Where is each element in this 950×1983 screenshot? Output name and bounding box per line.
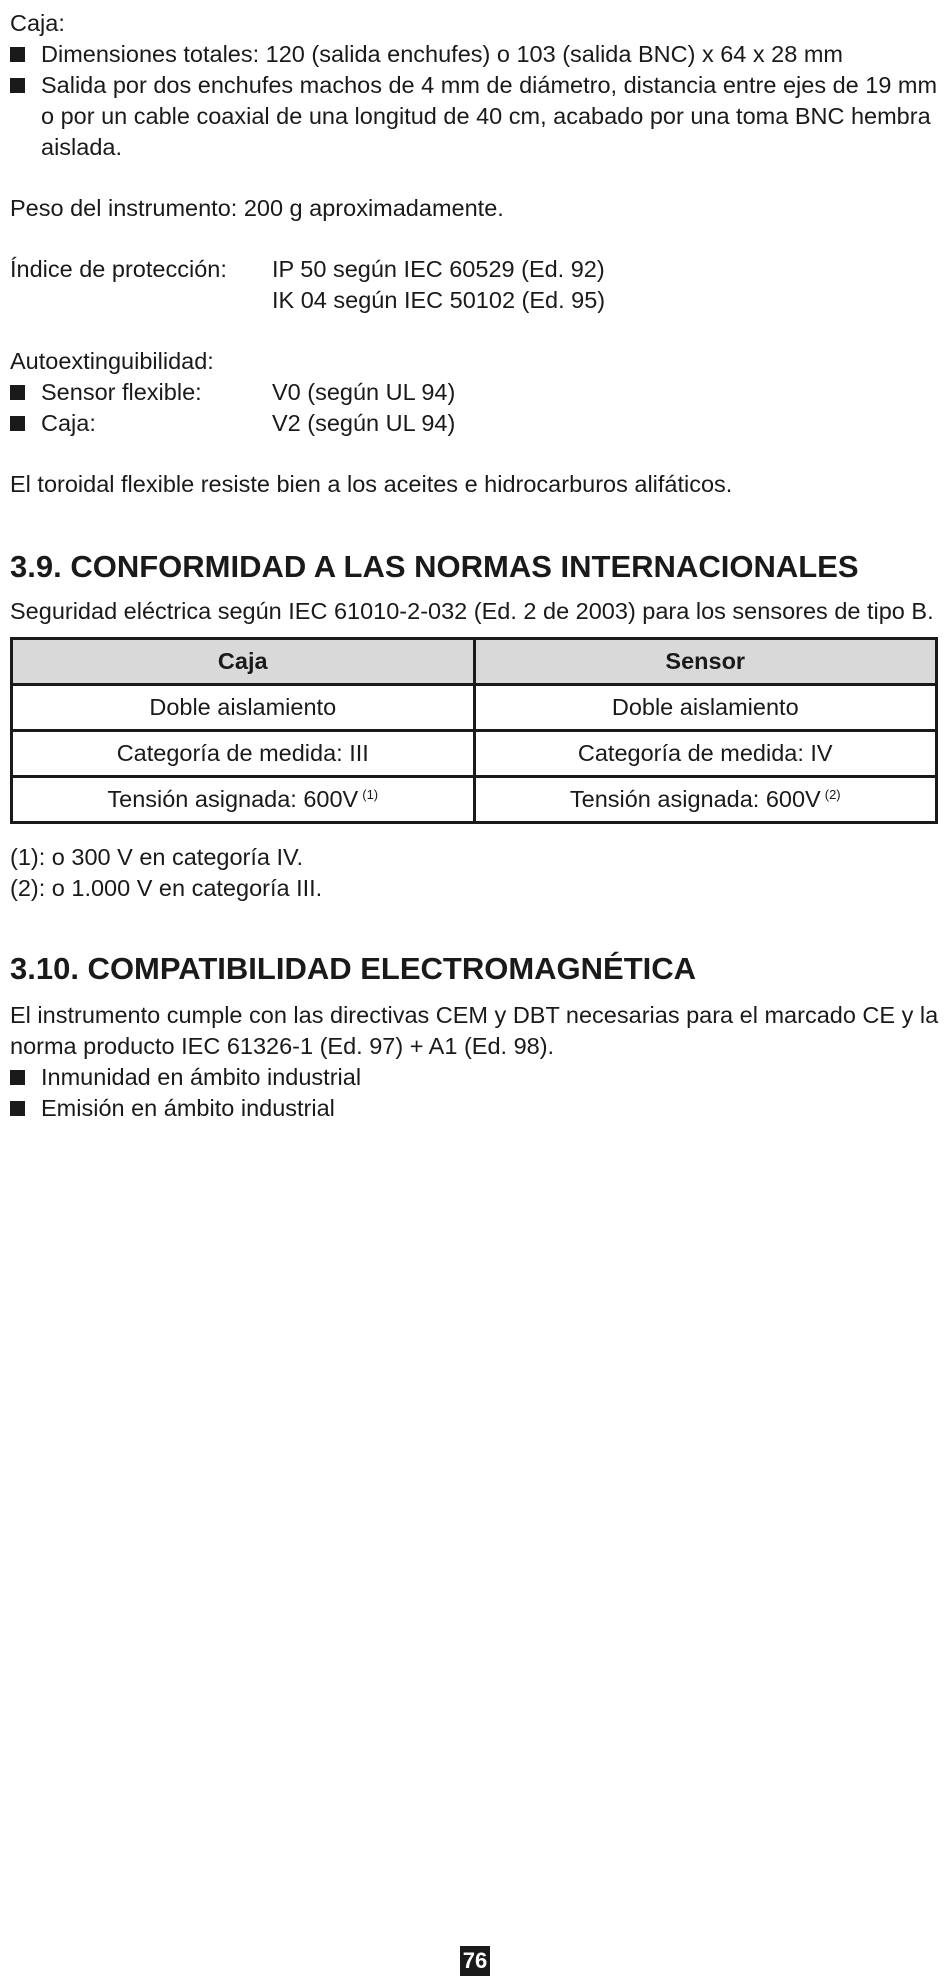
list-item: Emisión en ámbito industrial bbox=[10, 1093, 940, 1124]
column-header: Sensor bbox=[474, 639, 937, 685]
caja-heading: Caja: bbox=[10, 10, 65, 36]
section-3-9-title: 3.9. CONFORMIDAD A LAS NORMAS INTERNACIONALES bbox=[10, 549, 859, 584]
proteccion-row-2 bbox=[10, 285, 940, 316]
list-item: Inmunidad en ámbito industrial bbox=[10, 1062, 940, 1093]
page-number: 76 bbox=[460, 1946, 490, 1976]
footnote: (2): o 1.000 V en categoría III. bbox=[10, 875, 323, 901]
footnote: (1): o 300 V en categoría IV. bbox=[10, 844, 304, 870]
proteccion-row bbox=[10, 254, 940, 285]
bullet-square-icon bbox=[10, 1070, 25, 1085]
bullet-square-icon bbox=[10, 385, 25, 400]
footnote-ref: (2) bbox=[824, 787, 841, 802]
table-row bbox=[12, 685, 937, 731]
section-3-9-intro: Seguridad eléctrica según IEC 61010-2-032 (Ed. 2 de 2003) para los sensores de tipo B. bbox=[10, 598, 934, 624]
bullet-square-icon bbox=[10, 47, 25, 62]
toroidal-text: El toroidal flexible resiste bien a los aceites e hidrocarburos alifáticos. bbox=[10, 471, 733, 497]
proteccion-value-1: IP 50 según IEC 60529 (Ed. 92) bbox=[272, 256, 605, 282]
footnote-ref: (1) bbox=[362, 787, 379, 802]
document-page bbox=[10, 8, 940, 1124]
list-item: Dimensiones totales: 120 (salida enchufes) o 103 (salida BNC) x 64 x 28 mm bbox=[10, 39, 940, 70]
table-cell: Tensión asignada: 600V $^{(2)}$ bbox=[474, 777, 937, 823]
emc-list bbox=[10, 1062, 940, 1124]
table-cell: Tensión asignada: 600V $^{(1)}$ bbox=[12, 777, 475, 823]
list-item: Salida por dos enchufes machos de 4 mm de diámetro, distancia entre ejes de 19 mm o por un cable coaxial de una longitud de 40 cm, acabado por una toma BNC hembra aislada. bbox=[10, 70, 940, 163]
table-row bbox=[12, 731, 937, 777]
autoext-row: Sensor flexible: V0 (según UL 94) bbox=[10, 377, 940, 408]
caja-list bbox=[10, 39, 940, 163]
bullet-square-icon bbox=[10, 1101, 25, 1116]
bullet-square-icon bbox=[10, 416, 25, 431]
section-3-10-title: 3.10. COMPATIBILIDAD ELECTROMAGNÉTICA bbox=[10, 951, 697, 986]
table-row bbox=[12, 777, 937, 823]
bullet-square-icon bbox=[10, 78, 25, 93]
proteccion-label: Índice de protección: bbox=[10, 256, 227, 282]
section-3-10-intro: El instrumento cumple con las directivas CEM y DBT necesarias para el marcado CE y la norma producto IEC 61326-1 (Ed. 97) + A1 (Ed. 98). bbox=[10, 1002, 939, 1059]
table-cell: Categoría de medida: IV bbox=[474, 731, 937, 777]
proteccion-value-2: IK 04 según IEC 50102 (Ed. 95) bbox=[272, 287, 606, 313]
table-cell: Doble aislamiento bbox=[12, 685, 475, 731]
table-cell: Categoría de medida: III bbox=[12, 731, 475, 777]
table-cell: Doble aislamiento bbox=[474, 685, 937, 731]
table-header-row bbox=[12, 639, 937, 685]
peso-text: Peso del instrumento: 200 g aproximadamente. bbox=[10, 195, 504, 221]
autoext-heading: Autoextinguibilidad: bbox=[10, 348, 214, 374]
autoext-row: Caja: V2 (según UL 94) bbox=[10, 408, 940, 439]
column-header: Caja bbox=[12, 639, 475, 685]
conformity-table bbox=[10, 637, 938, 824]
